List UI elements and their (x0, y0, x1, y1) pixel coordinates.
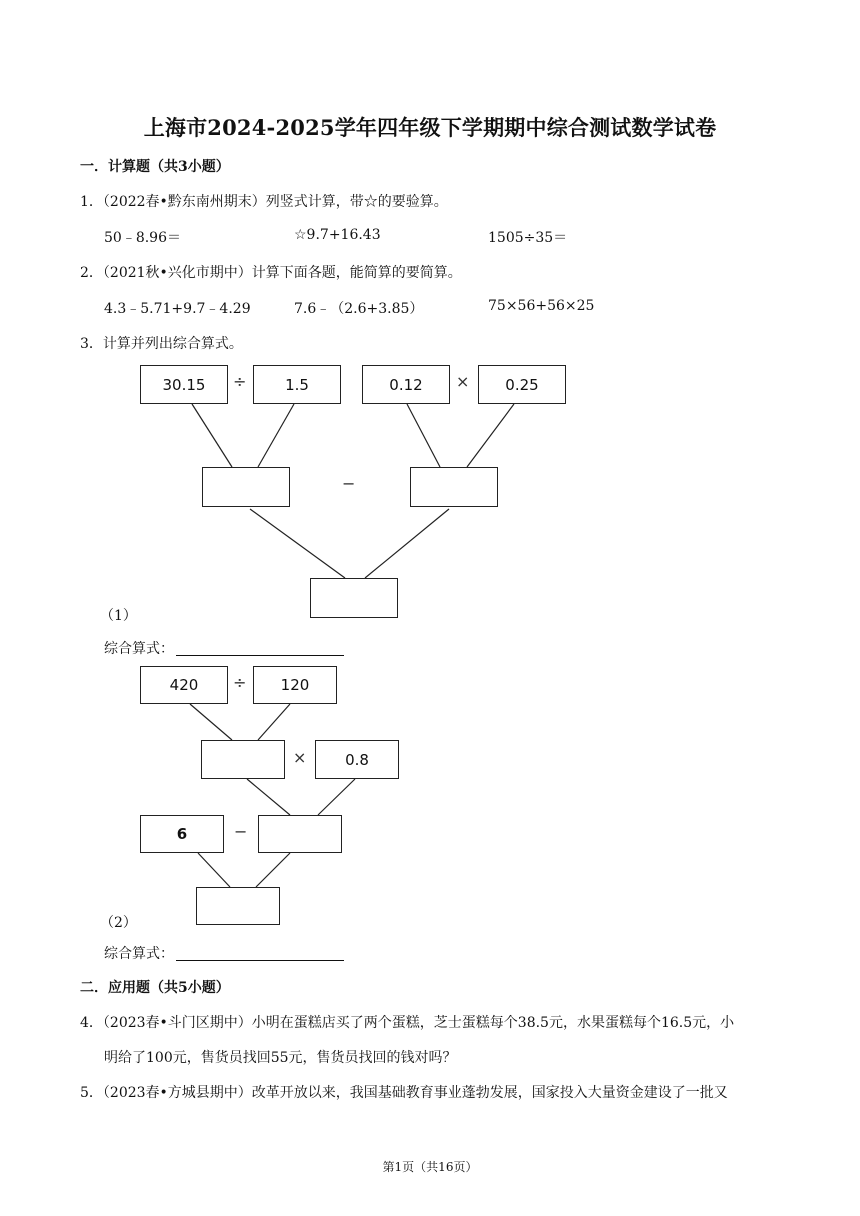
formula-label: 综合算式： (104, 946, 174, 962)
question-1-text: 1．（2022春•黔东南州期末）列竖式计算，带☆的要验算。 (80, 194, 448, 210)
section-heading-application: 二．应用题（共5小题） (80, 980, 230, 996)
diagram1-label: （1） (100, 608, 137, 624)
diagram1-blank-result[interactable] (310, 578, 398, 618)
q2-expression-2: 7.6﹣（2.6+3.85） (294, 301, 424, 317)
section-heading-calculation: 一．计算题（共3小题） (80, 159, 230, 175)
diagram1-formula-line (104, 638, 344, 658)
diagram1-box-0.25: 0.25 (478, 365, 566, 404)
diagram1-blank-left[interactable] (202, 467, 290, 507)
diagram2-divide-sign: ÷ (233, 673, 247, 692)
question-3-text: 3．计算并列出综合算式。 (80, 336, 243, 352)
question-4-line-1: 4．（2023春•斗门区期中）小明在蛋糕店买了两个蛋糕，芝士蛋糕每个38.5元，水果蛋糕每个16.5元，小 (80, 1015, 735, 1031)
diagram2-blank-product[interactable] (258, 815, 342, 853)
diagram2-box-0.8: 0.8 (315, 740, 399, 779)
question-4-line-2: 明给了100元，售货员找回55元，售货员找回的钱对吗？ (104, 1050, 457, 1066)
diagram1-minus-sign: − (342, 474, 356, 493)
diagram1-box-30.15: 30.15 (140, 365, 228, 404)
diagram2-blank-quotient[interactable] (201, 740, 285, 779)
diagram1-box-0.12: 0.12 (362, 365, 450, 404)
question-2-text: 2．（2021秋•兴化市期中）计算下面各题，能简算的要简算。 (80, 265, 462, 281)
q1-expression-3: 1505÷35＝ (488, 230, 568, 246)
formula-answer-blank[interactable] (176, 641, 344, 656)
page-title: 上海市2024-2025学年四年级下学期期中综合测试数学试卷 (143, 115, 717, 140)
diagram2-label: （2） (100, 915, 137, 931)
diagram1-divide-sign: ÷ (233, 372, 247, 391)
q1-expression-1: 50﹣8.96＝ (104, 230, 181, 246)
diagram2-minus-sign: − (234, 822, 248, 841)
q1-expression-2: ☆9.7+16.43 (294, 227, 381, 243)
diagram2-box-420: 420 (140, 666, 228, 704)
q2-expression-1: 4.3﹣5.71+9.7﹣4.29 (104, 301, 251, 317)
question-5-line-1: 5．（2023春•方城县期中）改革开放以来，我国基础教育事业蓬勃发展，国家投入大量资金建设了一批又 (80, 1085, 728, 1101)
diagram2-formula-line (104, 943, 344, 963)
diagram2-box-6: 6 (140, 815, 224, 853)
diagram2-multiply-sign: × (293, 748, 307, 767)
diagram2-box-120: 120 (253, 666, 337, 704)
diagram1-multiply-sign: × (456, 372, 470, 391)
formula-label: 综合算式： (104, 641, 174, 657)
formula-answer-blank[interactable] (176, 946, 344, 961)
q2-expression-3: 75×56+56×25 (488, 298, 595, 314)
diagram1-blank-right[interactable] (410, 467, 498, 507)
page-footer: 第1页（共16页） (382, 1160, 478, 1174)
diagram1-box-1.5: 1.5 (253, 365, 341, 404)
diagram2-blank-result[interactable] (196, 887, 280, 925)
